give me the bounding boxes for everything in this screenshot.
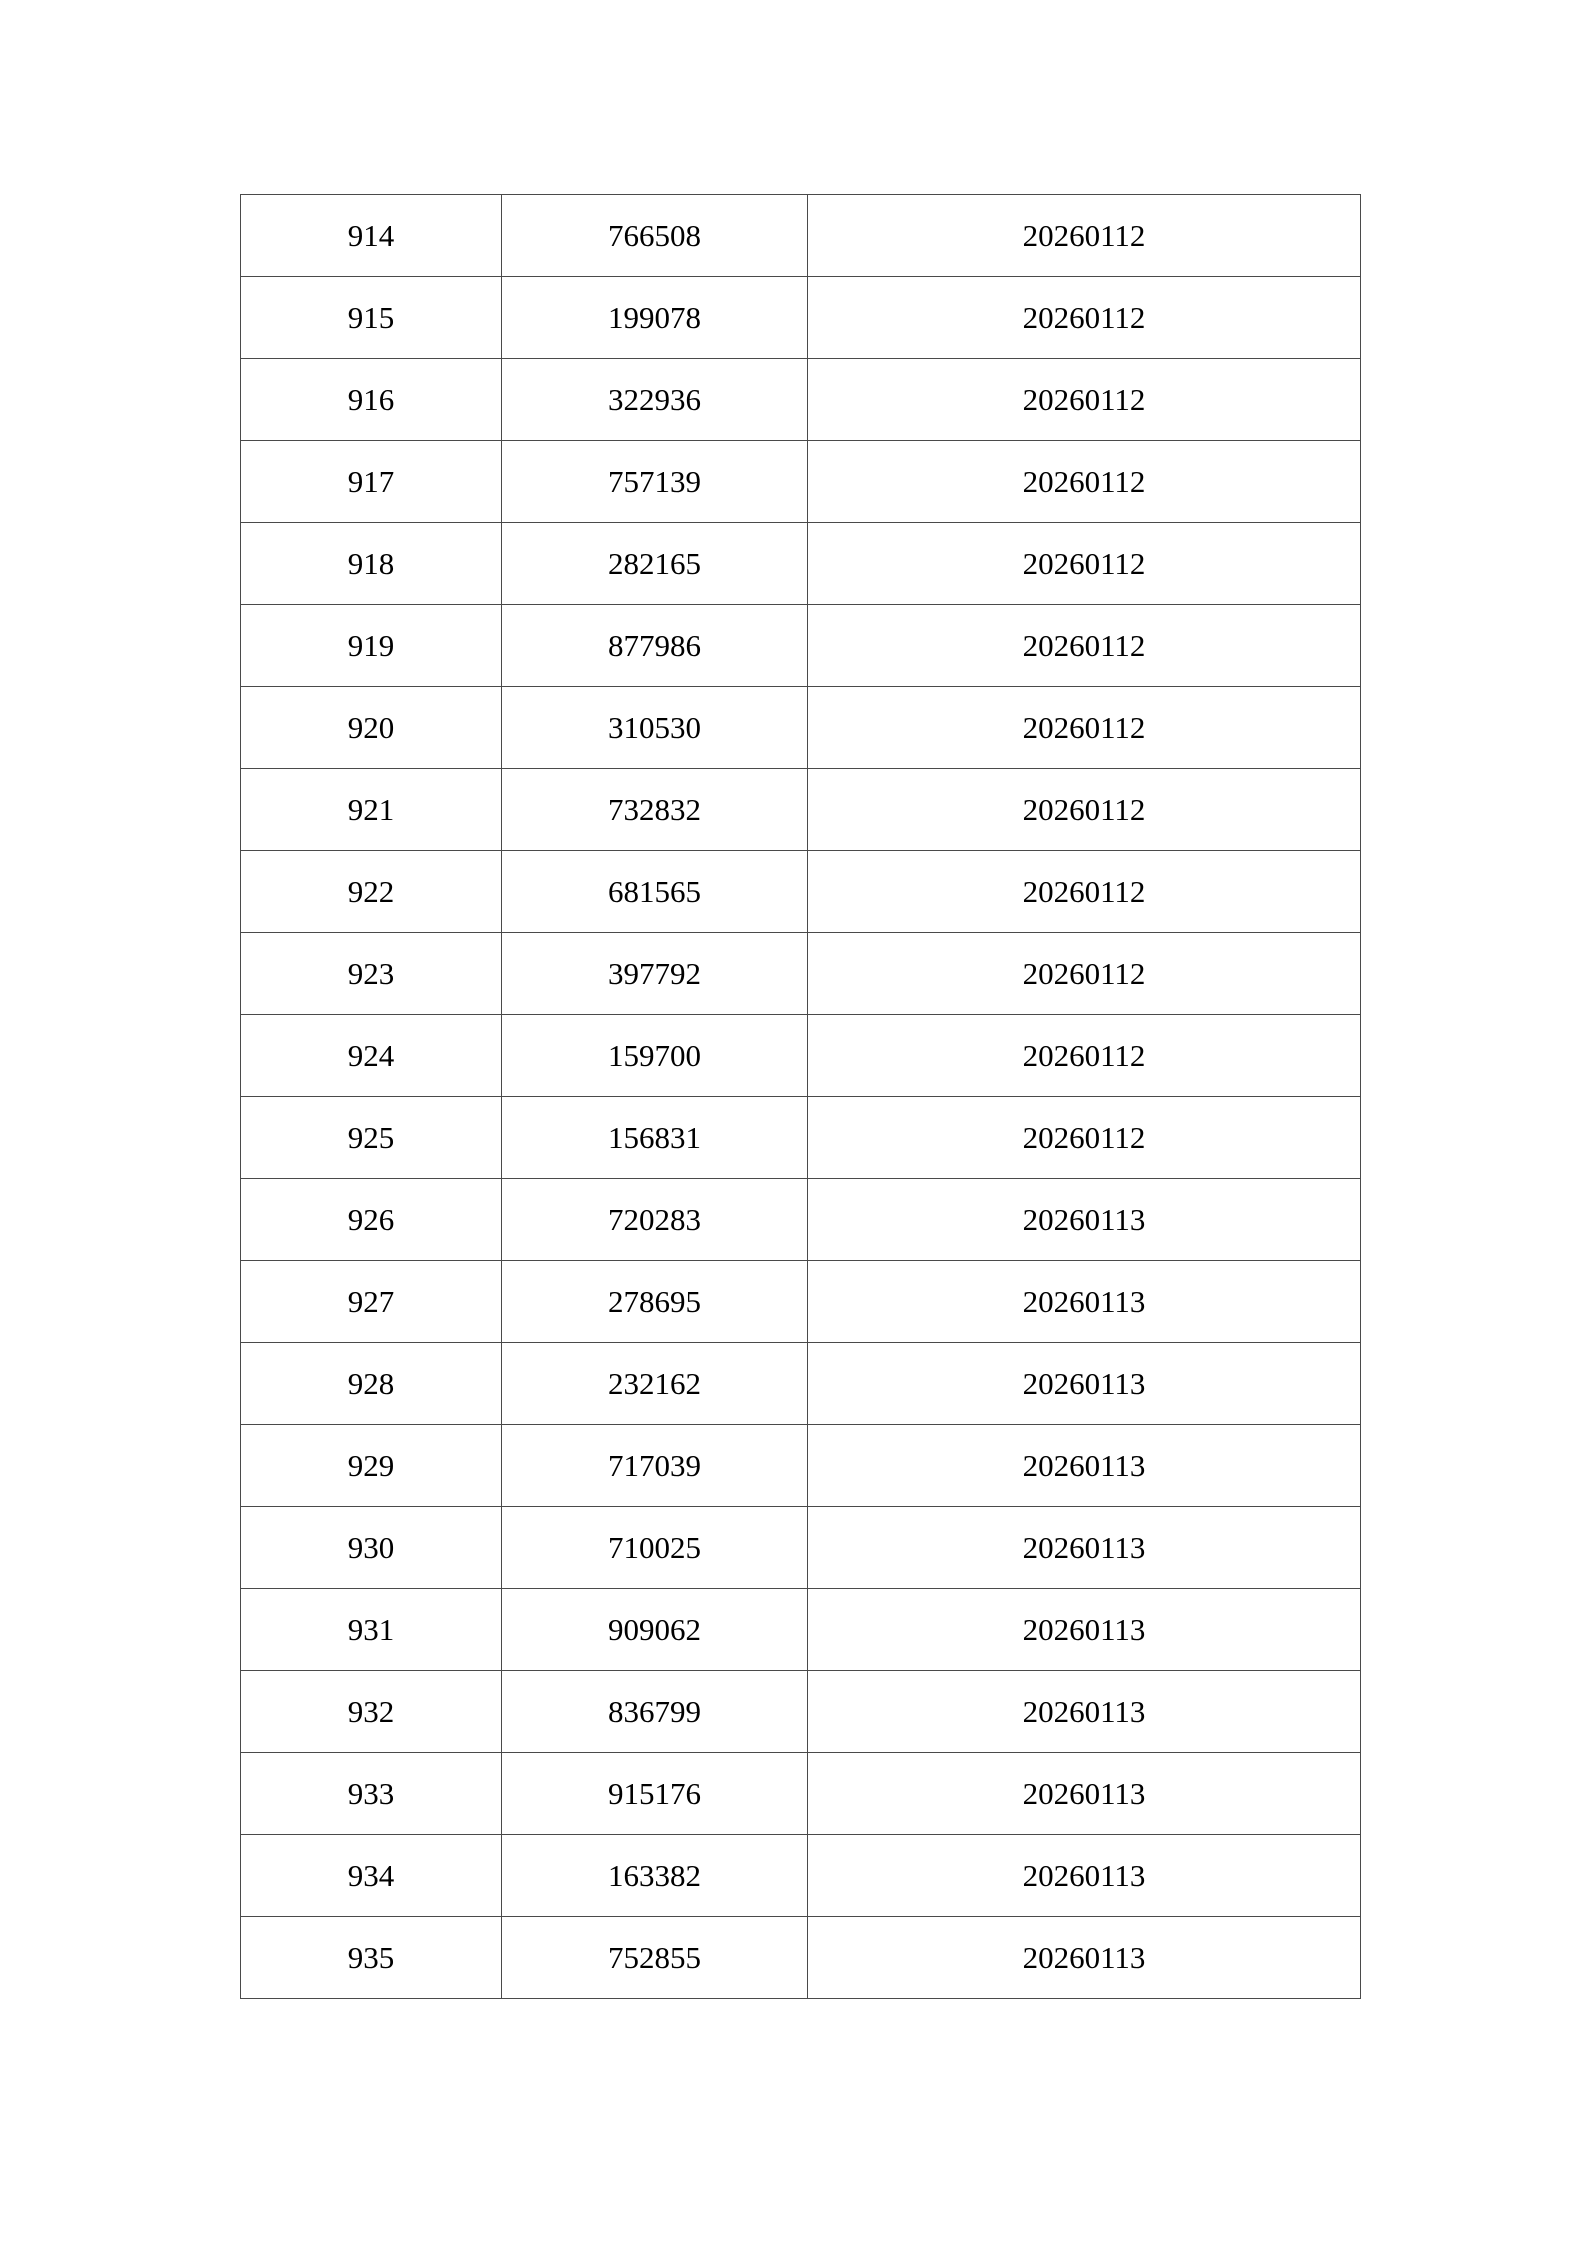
row-number-cell: 930 xyxy=(241,1507,502,1589)
table-row xyxy=(241,1097,1361,1179)
row-number-cell: 928 xyxy=(241,1343,502,1425)
code-cell: 877986 xyxy=(502,605,808,687)
table-row xyxy=(241,359,1361,441)
row-number-cell: 931 xyxy=(241,1589,502,1671)
date-cell: 20260112 xyxy=(808,1097,1361,1179)
table-row xyxy=(241,1671,1361,1753)
row-number-cell: 921 xyxy=(241,769,502,851)
code-cell: 199078 xyxy=(502,277,808,359)
table-row xyxy=(241,1753,1361,1835)
date-cell: 20260113 xyxy=(808,1507,1361,1589)
code-cell: 232162 xyxy=(502,1343,808,1425)
row-number-cell: 935 xyxy=(241,1917,502,1999)
date-cell: 20260113 xyxy=(808,1261,1361,1343)
table-row xyxy=(241,851,1361,933)
table-body xyxy=(241,195,1361,1999)
date-cell: 20260113 xyxy=(808,1835,1361,1917)
table-row xyxy=(241,605,1361,687)
row-number-cell: 919 xyxy=(241,605,502,687)
row-number-cell: 922 xyxy=(241,851,502,933)
code-cell: 163382 xyxy=(502,1835,808,1917)
table-row xyxy=(241,1917,1361,1999)
code-cell: 278695 xyxy=(502,1261,808,1343)
code-cell: 720283 xyxy=(502,1179,808,1261)
table-row xyxy=(241,1015,1361,1097)
date-cell: 20260112 xyxy=(808,523,1361,605)
code-cell: 766508 xyxy=(502,195,808,277)
code-cell: 681565 xyxy=(502,851,808,933)
date-cell: 20260112 xyxy=(808,851,1361,933)
date-cell: 20260112 xyxy=(808,605,1361,687)
row-number-cell: 916 xyxy=(241,359,502,441)
row-number-cell: 923 xyxy=(241,933,502,1015)
code-cell: 156831 xyxy=(502,1097,808,1179)
table-row xyxy=(241,1507,1361,1589)
date-cell: 20260112 xyxy=(808,441,1361,523)
row-number-cell: 929 xyxy=(241,1425,502,1507)
row-number-cell: 924 xyxy=(241,1015,502,1097)
row-number-cell: 932 xyxy=(241,1671,502,1753)
table-row xyxy=(241,687,1361,769)
row-number-cell: 920 xyxy=(241,687,502,769)
table-row xyxy=(241,1425,1361,1507)
row-number-cell: 927 xyxy=(241,1261,502,1343)
date-cell: 20260112 xyxy=(808,769,1361,851)
date-cell: 20260113 xyxy=(808,1753,1361,1835)
code-cell: 322936 xyxy=(502,359,808,441)
table-row xyxy=(241,1589,1361,1671)
date-cell: 20260112 xyxy=(808,359,1361,441)
date-cell: 20260113 xyxy=(808,1589,1361,1671)
code-cell: 397792 xyxy=(502,933,808,1015)
date-cell: 20260112 xyxy=(808,195,1361,277)
table-row xyxy=(241,523,1361,605)
table-row xyxy=(241,441,1361,523)
table-row xyxy=(241,1343,1361,1425)
date-cell: 20260113 xyxy=(808,1425,1361,1507)
date-cell: 20260113 xyxy=(808,1179,1361,1261)
code-cell: 909062 xyxy=(502,1589,808,1671)
date-cell: 20260112 xyxy=(808,933,1361,1015)
date-cell: 20260113 xyxy=(808,1917,1361,1999)
code-cell: 310530 xyxy=(502,687,808,769)
code-cell: 915176 xyxy=(502,1753,808,1835)
date-cell: 20260113 xyxy=(808,1343,1361,1425)
row-number-cell: 914 xyxy=(241,195,502,277)
row-number-cell: 933 xyxy=(241,1753,502,1835)
table-row xyxy=(241,195,1361,277)
row-number-cell: 917 xyxy=(241,441,502,523)
date-cell: 20260112 xyxy=(808,687,1361,769)
table-row xyxy=(241,933,1361,1015)
code-cell: 159700 xyxy=(502,1015,808,1097)
data-table xyxy=(240,194,1361,1999)
code-cell: 717039 xyxy=(502,1425,808,1507)
code-cell: 282165 xyxy=(502,523,808,605)
row-number-cell: 934 xyxy=(241,1835,502,1917)
row-number-cell: 918 xyxy=(241,523,502,605)
code-cell: 836799 xyxy=(502,1671,808,1753)
code-cell: 710025 xyxy=(502,1507,808,1589)
table-row xyxy=(241,1179,1361,1261)
date-cell: 20260112 xyxy=(808,1015,1361,1097)
table-row xyxy=(241,277,1361,359)
row-number-cell: 926 xyxy=(241,1179,502,1261)
date-cell: 20260112 xyxy=(808,277,1361,359)
table-row xyxy=(241,1261,1361,1343)
date-cell: 20260113 xyxy=(808,1671,1361,1753)
row-number-cell: 915 xyxy=(241,277,502,359)
table-row xyxy=(241,769,1361,851)
code-cell: 752855 xyxy=(502,1917,808,1999)
code-cell: 757139 xyxy=(502,441,808,523)
table-row xyxy=(241,1835,1361,1917)
row-number-cell: 925 xyxy=(241,1097,502,1179)
code-cell: 732832 xyxy=(502,769,808,851)
